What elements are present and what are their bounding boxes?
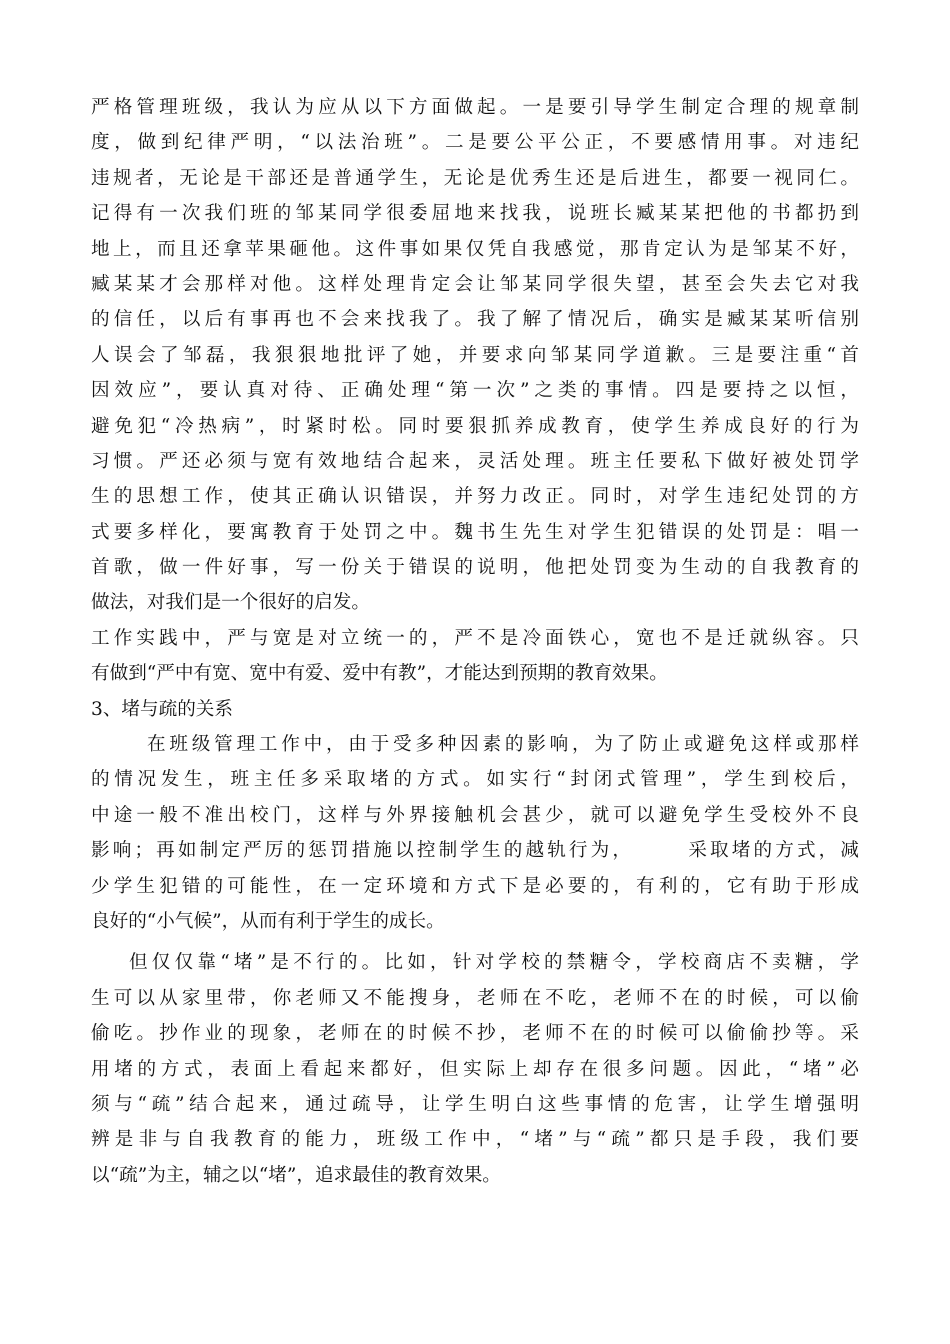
text-line: 做法，对我们是一个很好的启发。 bbox=[91, 592, 370, 614]
text-line: 式要多样化，要寓教育于处罚之中。魏书生先生对学生犯错误的处罚是：唱一 bbox=[91, 521, 859, 543]
text-line: 因效应”，要认真对待、正确处理“第一次”之类的事情。四是要持之以恒， bbox=[91, 380, 859, 402]
text-line: 记得有一次我们班的邹某同学很委屈地来找我，说班长臧某某把他的书都扔到 bbox=[91, 203, 859, 225]
text-line: 偷吃。抄作业的现象，老师在的时候不抄，老师不在的时候可以偷偷抄等。采 bbox=[91, 1023, 859, 1045]
paragraph-strict-and-lenient bbox=[91, 621, 859, 692]
section-heading bbox=[91, 692, 859, 727]
text-line: 良好的“小气候”，从而有利于学生的成长。 bbox=[91, 910, 445, 932]
text-line: 的信任，以后有事再也不会来找我了。我了解了情况后，确实是臧某某听信别 bbox=[91, 309, 859, 331]
text-line: 的情况发生，班主任多采取堵的方式。如实行“封闭式管理”，学生到校后， bbox=[91, 769, 859, 791]
text-line: 违规者，无论是干部还是普通学生，无论是优秀生还是后进生，都要一视同仁。 bbox=[91, 167, 859, 189]
text-line: 以“疏”为主，辅之以“堵”，追求最佳的教育效果。 bbox=[91, 1164, 501, 1186]
text-line: 首歌，做一件好事，写一份关于错误的说明，他把处罚变为生动的自我教育的 bbox=[91, 557, 859, 579]
text-line: 生的思想工作，使其正确认识错误，并努力改正。同时，对学生违纪处罚的方 bbox=[91, 486, 859, 508]
text-line: 用堵的方式，表面上看起来都好，但实际上却存在很多问题。因此，“堵”必 bbox=[91, 1058, 859, 1080]
text-line: 避免犯“冷热病”，时紧时松。同时要狠抓养成教育，使学生养成良好的行为 bbox=[91, 415, 859, 437]
text-line: 地上，而且还拿苹果砸他。这件事如果仅凭自我感觉，那肯定认为是邹某不好， bbox=[91, 238, 859, 260]
text-line: 须与“疏”结合起来，通过疏导，让学生明白这些事情的危害，让学生增强明 bbox=[91, 1093, 859, 1115]
text-line: 影响；再如制定严厉的惩罚措施以控制学生的越轨行为， 采取堵的方式，减 bbox=[91, 840, 859, 862]
text-line: 人误会了邹磊，我狠狠地批评了她，并要求向邹某同学道歉。三是要注重“首 bbox=[91, 344, 859, 366]
text-line: 中途一般不准出校门，这样与外界接触机会甚少，就可以避免学生受校外不良 bbox=[91, 804, 859, 826]
text-line: 臧某某才会那样对他。这样处理肯定会让邹某同学很失望，甚至会失去它对我 bbox=[91, 273, 859, 295]
text-line: 度，做到纪律严明，“以法治班”。二是要公平公正，不要感情用事。对违纪 bbox=[91, 132, 859, 154]
text-line: 习惯。严还必须与宽有效地结合起来，灵活处理。班主任要私下做好被处罚学 bbox=[91, 450, 859, 472]
text-line: 严格管理班级，我认为应从以下方面做起。一是要引导学生制定合理的规章制 bbox=[91, 97, 859, 118]
section-heading-text: 3、堵与疏的关系 bbox=[91, 698, 233, 720]
paragraph-guiding bbox=[91, 945, 859, 1193]
text-line: 在班级管理工作中，由于受多种因素的影响，为了防止或避免这样或那样 bbox=[147, 734, 859, 756]
text-line: 辨是非与自我教育的能力，班级工作中，“堵”与“疏”都只是手段，我们要 bbox=[91, 1129, 859, 1151]
text-line: 工作实践中，严与宽是对立统一的，严不是冷面铁心，宽也不是迁就纵容。只 bbox=[91, 627, 859, 649]
text-line: 生可以从家里带，你老师又不能搜身，老师在不吃，老师不在的时候，可以偷 bbox=[91, 987, 859, 1009]
text-line: 有做到“严中有宽、宽中有爱、爱中有教”，才能达到预期的教育效果。 bbox=[91, 663, 668, 685]
paragraph-strict-management bbox=[91, 90, 859, 621]
text-line: 少学生犯错的可能性，在一定环境和方式下是必要的，有利的，它有助于形成 bbox=[91, 875, 859, 897]
document-body bbox=[91, 90, 859, 1193]
text-line: 但仅仅靠“堵”是不行的。比如，针对学校的禁糖令，学校商店不卖糖，学 bbox=[129, 952, 859, 974]
paragraph-blocking bbox=[91, 727, 859, 939]
